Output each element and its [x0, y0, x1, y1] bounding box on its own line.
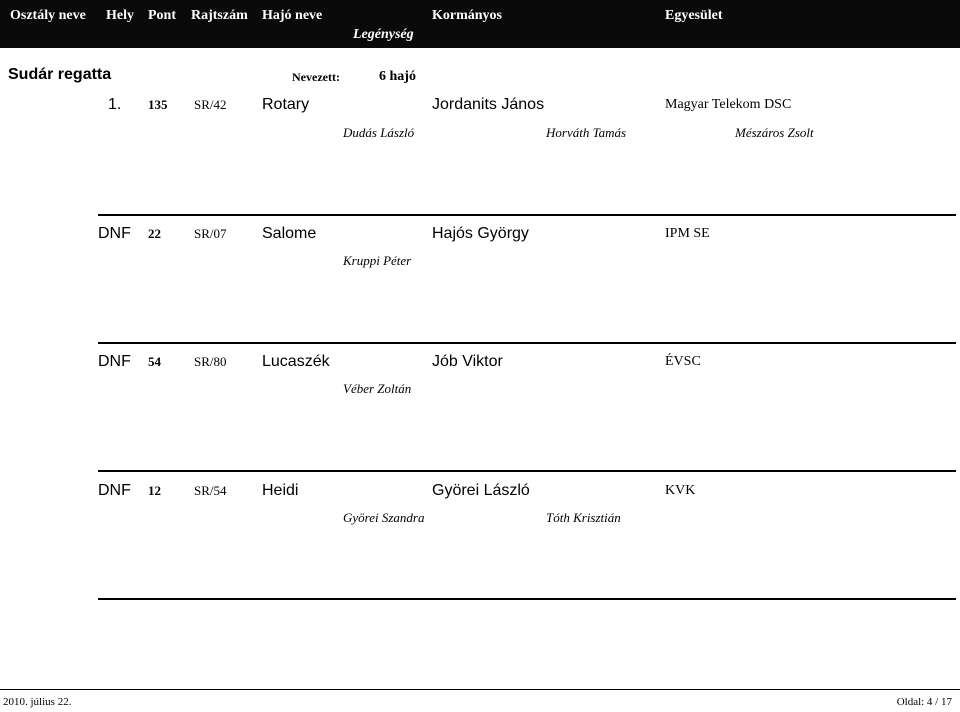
entry-boat-name: Rotary — [262, 96, 310, 113]
entry-club: KVK — [665, 483, 696, 498]
footer-divider — [0, 689, 960, 690]
entry-points: 135 — [148, 97, 168, 112]
entry-sail-number: SR/07 — [194, 226, 227, 241]
entry-place: DNF — [98, 225, 131, 242]
entry-helmsman: Hajós György — [432, 225, 529, 242]
footer-page-number: Oldal: 4 / 17 — [896, 696, 952, 708]
entry-sail-number: SR/80 — [194, 354, 227, 369]
entry-place: DNF — [98, 353, 131, 370]
row-divider — [98, 342, 956, 344]
entry-club: IPM SE — [665, 226, 710, 241]
entry-boat-name: Heidi — [262, 482, 299, 499]
event-title: Sudár regatta — [8, 66, 112, 83]
header-helmsman: Kormányos — [432, 8, 502, 23]
footer-date: 2010. július 22. — [3, 696, 72, 708]
entry-points: 54 — [148, 354, 161, 369]
entry-boat-name: Salome — [262, 225, 317, 242]
header-club: Egyesület — [665, 8, 723, 23]
header-crew: Legénység — [353, 27, 414, 42]
entered-value: 6 hajó — [379, 69, 416, 84]
entry-club: ÉVSC — [665, 354, 701, 369]
entry-sail-number: SR/42 — [194, 97, 227, 112]
header-points: Pont — [148, 8, 176, 23]
entry-boat-name: Lucaszék — [262, 353, 330, 370]
entry-points: 12 — [148, 483, 161, 498]
crew-member: Véber Zoltán — [343, 381, 412, 396]
row-divider — [98, 214, 956, 216]
entry-helmsman: Jordanits János — [432, 96, 545, 113]
header-place: Hely — [106, 8, 134, 23]
crew-member: Tóth Krisztián — [546, 510, 621, 525]
header-boat-name: Hajó neve — [262, 8, 323, 23]
crew-member: Györei Szandra — [343, 510, 425, 525]
row-divider — [98, 470, 956, 472]
crew-member: Kruppi Péter — [343, 253, 412, 268]
entry-place: DNF — [98, 482, 131, 499]
entry-sail-number: SR/54 — [194, 483, 227, 498]
entered-label: Nevezett: — [292, 70, 340, 84]
crew-member: Horváth Tamás — [546, 125, 627, 140]
entry-place: 1. — [108, 96, 122, 113]
entry-club: Magyar Telekom DSC — [665, 97, 792, 112]
header-sail-number: Rajtszám — [191, 8, 248, 23]
entry-helmsman: Jób Viktor — [432, 353, 503, 370]
crew-member: Dudás László — [343, 125, 415, 140]
entry-helmsman: Györei László — [432, 482, 530, 499]
row-divider — [98, 598, 956, 600]
entry-points: 22 — [148, 226, 161, 241]
crew-member: Mészáros Zsolt — [735, 125, 814, 140]
header-class-name: Osztály neve — [10, 8, 86, 23]
